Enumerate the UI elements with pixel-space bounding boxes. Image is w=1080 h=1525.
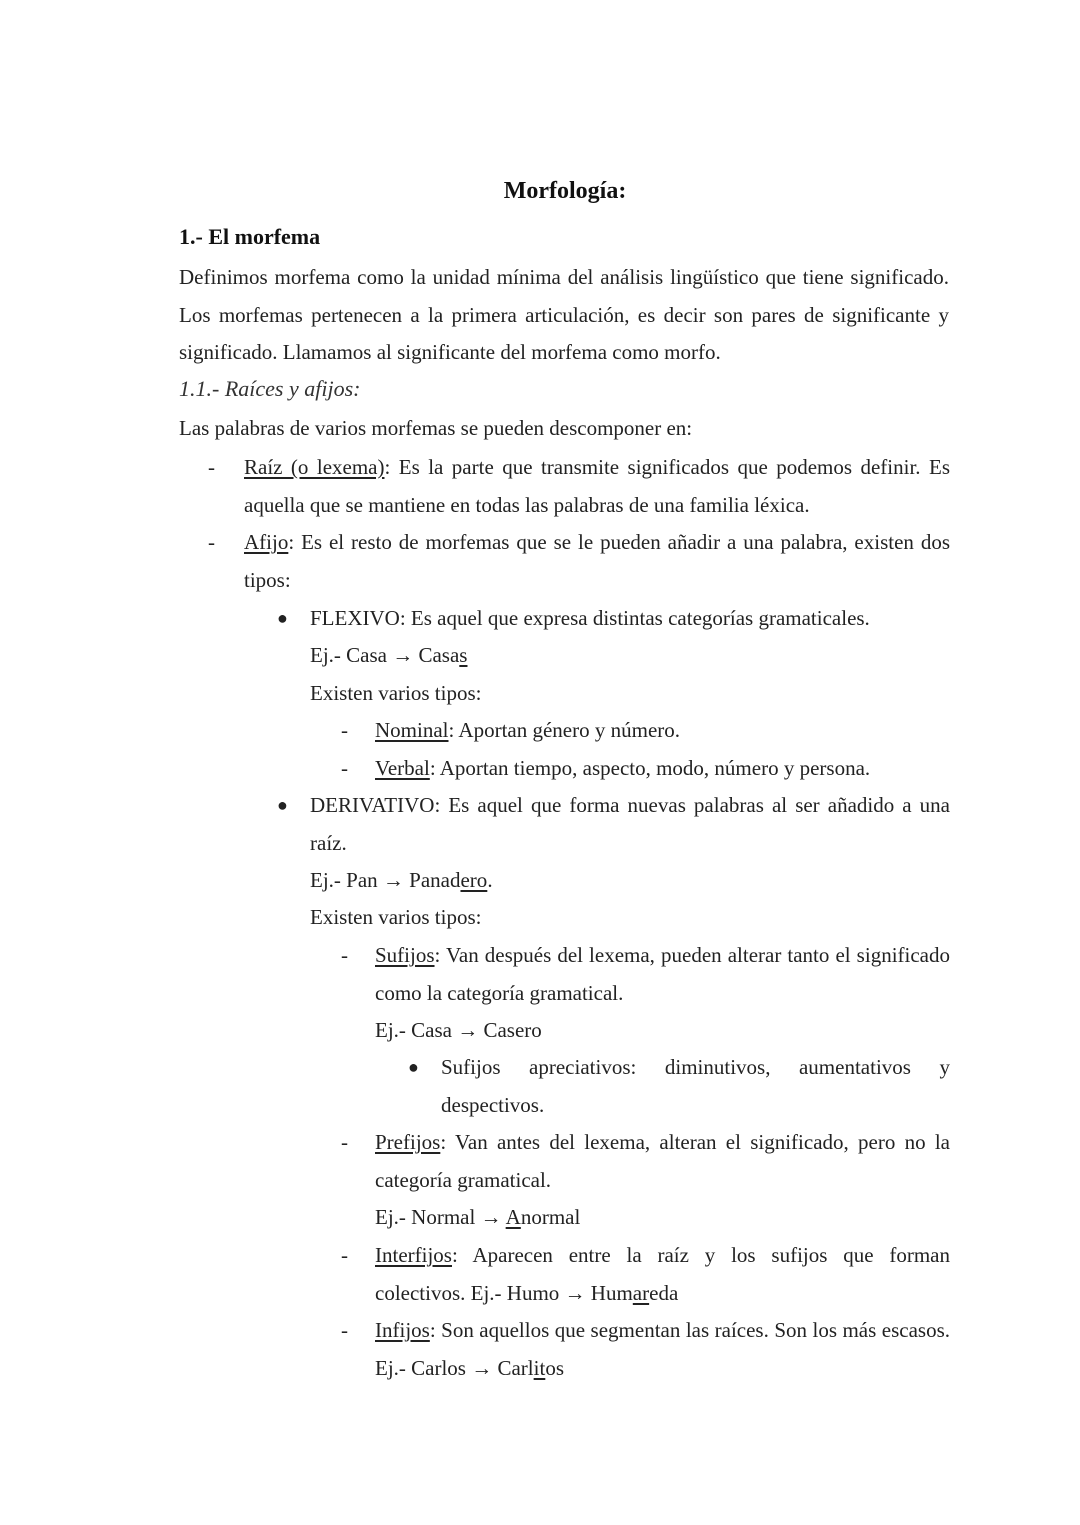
raiz-term: Raíz (o lexema) (244, 455, 385, 479)
infijos-example-suffix: os (545, 1355, 564, 1380)
bullet-marker: ● (408, 1057, 419, 1077)
bullet-marker: ● (277, 795, 288, 815)
prefijos-example-prefix: Ej.- Normal → (375, 1205, 506, 1229)
prefijos-example (375, 1199, 580, 1237)
verbal-text: : Aportan tiempo, aspecto, modo, número y persona. (429, 756, 871, 780)
section-heading-morfema: 1.- El morfema (179, 224, 321, 249)
derivativo-example-morpheme: ero (460, 868, 488, 892)
infijos-text: : Son aquellos que segmentan las raíces. Son los más escasos. Ej.- Carlos → Carl (375, 1318, 950, 1380)
flexivo-types-intro: Existen varios tipos: (310, 681, 482, 705)
intro-text: Las palabras de varios morfemas se pueden descomponer en: (179, 416, 693, 440)
bullet-marker: ● (277, 608, 288, 628)
page-title: Morfología: (503, 178, 627, 204)
prefijos-term: Prefijos (375, 1130, 441, 1154)
dash-marker: - (341, 943, 348, 967)
interfijos-example-suffix: eda (649, 1280, 679, 1305)
dash-marker: - (341, 756, 348, 780)
derivativo-types-intro: Existen varios tipos: (310, 905, 482, 929)
derivativo-example (310, 862, 493, 900)
dash-marker: - (341, 1130, 348, 1154)
infijos-item (375, 1312, 950, 1387)
verbal-term: Verbal (375, 756, 430, 780)
prefijos-example-morpheme: A (505, 1205, 521, 1229)
dash-marker: - (341, 718, 348, 742)
sufijos-term: Sufijos (375, 943, 435, 967)
prefijos-example-suffix: normal (520, 1205, 581, 1229)
flexivo-example-morpheme: s (459, 643, 468, 667)
interfijos-term: Interfijos (375, 1243, 452, 1267)
flexivo-definition: FLEXIVO: Es aquel que expresa distintas categorías gramaticales. (310, 606, 870, 630)
subsection-heading-raices-afijos: 1.1.- Raíces y afijos: (179, 376, 361, 401)
interfijos-example-morpheme: ar (632, 1280, 650, 1305)
nominal-text: : Aportan género y número. (448, 718, 681, 742)
interfijos-text: : Aparecen entre la raíz y los sufijos que forman colectivos. Ej.- Humo → Hum (375, 1243, 950, 1305)
dash-marker: - (341, 1318, 348, 1342)
prefijos-item (375, 1124, 950, 1199)
nominal-item (375, 712, 680, 750)
raiz-item (244, 449, 950, 524)
flexivo-example (310, 637, 467, 675)
infijos-example-morpheme: it (533, 1355, 546, 1380)
dash-marker: - (341, 1243, 348, 1267)
sufijos-item (375, 937, 950, 1012)
prefijos-text: : Van antes del lexema, alteran el significado, pero no la categoría gramatical. (375, 1130, 950, 1192)
dash-marker: - (208, 530, 215, 554)
sufijos-text: : Van después del lexema, pueden alterar tanto el significado como la categoría gramatical. (375, 943, 950, 1005)
sufijos-example: Ej.- Casa → Casero (375, 1018, 542, 1042)
morfema-definition: Definimos morfema como la unidad mínima del análisis lingüístico que tiene significado. Los morfemas pertenecen a la primera articulación, es decir son pares de significante y significado. Llamamos al significante del morfema como morfo. (179, 265, 949, 364)
afijo-term: Afijo (244, 530, 289, 554)
infijos-term: Infijos (375, 1318, 430, 1342)
afijo-item (244, 524, 950, 599)
derivativo-example-prefix: Ej.- Pan → Panad (310, 868, 461, 892)
raiz-text: : Es la parte que transmite significados que podemos definir. Es aquella que se mantiene en todas las palabras de una familia léxica. (244, 455, 950, 517)
flexivo-example-prefix: Ej.- Casa → Casa (310, 643, 460, 667)
verbal-item (375, 750, 870, 788)
derivativo-example-suffix: . (487, 868, 493, 892)
derivativo-definition: DERIVATIVO: Es aquel que forma nuevas palabras al ser añadido a una raíz. (310, 793, 950, 855)
afijo-text: : Es el resto de morfemas que se le pueden añadir a una palabra, existen dos tipos: (244, 530, 950, 592)
dash-marker: - (208, 455, 215, 479)
sufijos-apreciativos: Sufijos apreciativos: diminutivos, aumentativos y despectivos. (441, 1055, 950, 1117)
nominal-term: Nominal (375, 718, 449, 742)
interfijos-item (375, 1237, 950, 1312)
